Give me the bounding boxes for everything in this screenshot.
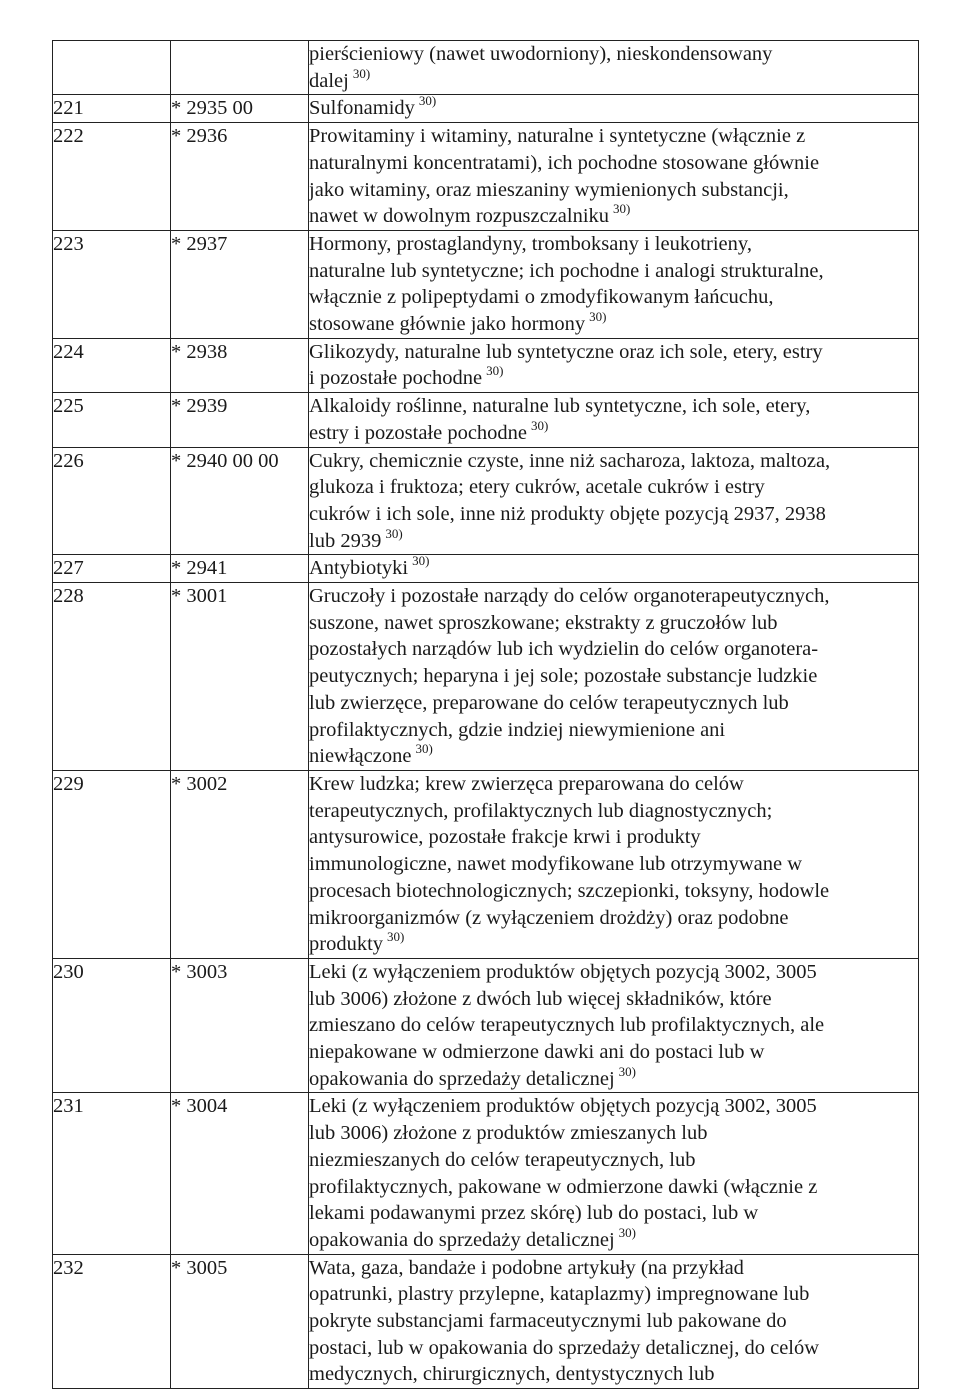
- description-text: Leki (z wyłączeniem produktów objętych pozycją 3002, 3005: [309, 960, 817, 983]
- description-line: [309, 743, 918, 770]
- description-text: zmieszano do celów terapeutycznych lub profilaktycznych, ale: [309, 1014, 825, 1037]
- cn-code: * 3004: [171, 1093, 309, 1254]
- goods-description: [309, 1093, 919, 1254]
- description-text: Sulfonamidy: [309, 97, 415, 120]
- description-text: peutycznych; heparyna i jej sole; pozostałe substancje ludzkie: [309, 665, 818, 688]
- description-line: [309, 1012, 918, 1039]
- description-text: niezmieszanych do celów terapeutycznych, lub: [309, 1148, 696, 1171]
- goods-description: [309, 770, 919, 958]
- footnote-marker: 30): [387, 929, 405, 945]
- description-line: [309, 878, 918, 905]
- cn-code: * 3003: [171, 958, 309, 1093]
- table-row: [53, 555, 919, 583]
- description-line: [309, 1174, 918, 1201]
- row-number: 230: [53, 958, 171, 1093]
- description-text: Antybiotyki: [309, 557, 409, 580]
- description-text: Cukry, chemicznie czyste, inne niż sacharoza, laktoza, maltoza,: [309, 449, 831, 472]
- description-text: nawet w dowolnym rozpuszczalniku: [309, 205, 610, 228]
- description-line: [309, 905, 918, 932]
- row-number: 228: [53, 583, 171, 771]
- footnote-marker: 30): [352, 65, 371, 81]
- footnote-marker: 30): [618, 1063, 636, 1079]
- description-text: produkty: [309, 933, 384, 956]
- footnote-marker: 30): [613, 201, 631, 217]
- description-text: Hormony, prostaglandyny, tromboksany i leukotrieny,: [309, 232, 752, 255]
- description-text: i pozostałe pochodne: [309, 367, 483, 390]
- goods-description: [309, 338, 919, 392]
- description-text: naturalnymi koncentratami), ich pochodne stosowane głównie: [309, 151, 820, 174]
- goods-description: [309, 555, 919, 583]
- description-text: lub zwierzęce, preparowane do celów terapeutycznych lub: [309, 691, 789, 714]
- description-text: opakowania do sprzedaży detalicznej: [309, 1067, 615, 1090]
- footnote-marker: 30): [531, 417, 549, 433]
- cn-code: * 2937: [171, 230, 309, 338]
- description-text: lub 3006) złożone z produktów zmieszanych lub: [309, 1122, 708, 1145]
- description-text: mikroorganizmów (z wyłączeniem drożdży) oraz podobne: [309, 906, 789, 929]
- description-line: [309, 555, 918, 582]
- description-line: [309, 417, 918, 447]
- cn-code: * 2936: [171, 123, 309, 231]
- description-text: stosowane głównie jako hormony: [309, 313, 586, 336]
- description-line: [309, 931, 918, 958]
- description-line: [309, 1224, 918, 1254]
- table-row: [53, 1093, 919, 1254]
- description-line: [309, 717, 918, 744]
- description-line: [309, 284, 918, 311]
- cn-code: * 3005: [171, 1254, 309, 1389]
- goods-description: [309, 1254, 919, 1389]
- goods-description: [309, 447, 919, 555]
- description-line: [309, 663, 918, 690]
- table-row: [53, 123, 919, 231]
- description-text: postaci, lub w opakowania do sprzedaży detalicznej, do celów: [309, 1336, 820, 1359]
- description-line: [309, 258, 918, 285]
- description-line: [309, 1093, 918, 1120]
- description-line: [309, 474, 918, 501]
- row-number: 225: [53, 393, 171, 447]
- description-line: [309, 798, 918, 825]
- description-text: pierścieniowy (nawet uwodorniony), nieskondensowany: [309, 43, 773, 65]
- description-line: [309, 1063, 918, 1093]
- description-line: [309, 986, 918, 1013]
- description-text: glukoza i fruktoza; etery cukrów, acetale cukrów i estry: [309, 476, 765, 499]
- goods-description: [309, 230, 919, 338]
- description-text: profilaktycznych, pakowane w odmierzone dawki (włącznie z: [309, 1175, 818, 1198]
- goods-description: [309, 123, 919, 231]
- row-number: 227: [53, 555, 171, 583]
- cn-code: * 2935 00: [171, 95, 309, 123]
- description-line: [309, 393, 918, 420]
- footnote-marker: 30): [418, 93, 437, 109]
- description-line: [309, 1361, 918, 1388]
- description-text: opatrunki, plastry przylepne, kataplazmy) impregnowane lub: [309, 1283, 810, 1306]
- description-text: lub 2939: [309, 529, 382, 552]
- description-line: [309, 959, 918, 986]
- description-text: medycznych, chirurgicznych, dentystycznych lub: [309, 1363, 715, 1386]
- description-line: [309, 1039, 918, 1066]
- table-row: [53, 393, 919, 447]
- description-text: opakowania do sprzedaży detalicznej: [309, 1228, 615, 1251]
- cn-code: * 3001: [171, 583, 309, 771]
- description-text: Alkaloidy roślinne, naturalne lub syntetyczne, ich sole, etery,: [309, 395, 811, 418]
- cn-code: [171, 41, 309, 95]
- row-number: [53, 41, 171, 95]
- description-line: [309, 311, 918, 338]
- description-line: [309, 123, 918, 150]
- cn-code: * 2940 00 00: [171, 447, 309, 555]
- description-text: cukrów i ich sole, inne niż produkty objęte pozycją 2937, 2938: [309, 502, 826, 525]
- goods-description: [309, 41, 919, 95]
- description-line: [309, 501, 918, 528]
- description-text: estry i pozostałe pochodne: [309, 421, 528, 444]
- footnote-marker: 30): [589, 309, 607, 325]
- description-line: [309, 771, 918, 798]
- description-line: [309, 851, 918, 878]
- description-text: naturalne lub syntetyczne; ich pochodne i analogi strukturalne,: [309, 259, 824, 282]
- row-number: 224: [53, 338, 171, 392]
- description-line: [309, 41, 918, 68]
- description-line: [309, 824, 918, 851]
- description-text: niepakowane w odmierzone dawki ani do postaci lub w: [309, 1041, 765, 1064]
- table-row: [53, 230, 919, 338]
- goods-description: [309, 958, 919, 1093]
- description-line: [309, 177, 918, 204]
- cn-code: * 3002: [171, 770, 309, 958]
- description-line: [309, 1120, 918, 1147]
- row-number: 221: [53, 95, 171, 123]
- description-line: [309, 1255, 918, 1282]
- description-text: Wata, gaza, bandaże i podobne artykuły (na przykład: [309, 1256, 744, 1279]
- description-text: pokryte substancjami farmaceutycznymi lub pakowane do: [309, 1310, 787, 1333]
- description-line: [309, 1281, 918, 1308]
- description-line: [309, 1308, 918, 1335]
- description-line: [309, 365, 918, 392]
- description-line: [309, 65, 918, 95]
- footnote-marker: 30): [486, 363, 504, 379]
- cn-code: * 2938: [171, 338, 309, 392]
- description-text: suszone, nawet sproszkowane; ekstrakty z gruczołów lub: [309, 611, 778, 634]
- table-row: [53, 583, 919, 771]
- description-line: [309, 610, 918, 637]
- table-row: [53, 770, 919, 958]
- table-row: [53, 447, 919, 555]
- table-row: [53, 95, 919, 123]
- goods-description: [309, 583, 919, 771]
- row-number: 223: [53, 230, 171, 338]
- description-line: [309, 636, 918, 663]
- description-text: Glikozydy, naturalne lub syntetyczne oraz ich sole, etery, estry: [309, 340, 823, 363]
- tariff-table: [52, 40, 919, 1389]
- table-row: [53, 338, 919, 392]
- cn-code: * 2939: [171, 393, 309, 447]
- row-number: 229: [53, 770, 171, 958]
- table-row: [53, 958, 919, 1093]
- description-text: terapeutycznych, profilaktycznych lub diagnostycznych;: [309, 799, 773, 822]
- description-line: [309, 690, 918, 717]
- description-text: Prowitaminy i witaminy, naturalne i syntetyczne (włącznie z: [309, 125, 806, 148]
- table-body: [53, 41, 919, 1389]
- description-text: niewłączone: [309, 745, 412, 768]
- description-text: dalej: [309, 69, 349, 92]
- description-text: Leki (z wyłączeniem produktów objętych pozycją 3002, 3005: [309, 1095, 817, 1118]
- description-line: [309, 150, 918, 177]
- description-text: antysurowice, pozostałe frakcje krwi i produkty: [309, 826, 701, 849]
- description-line: [309, 231, 918, 258]
- description-text: immunologiczne, nawet modyfikowane lub otrzymywane w: [309, 853, 803, 876]
- description-text: włącznie z polipeptydami o zmodyfikowanym łańcuchu,: [309, 286, 774, 309]
- description-text: Krew ludzka; krew zwierzęca preparowana do celów: [309, 772, 744, 795]
- row-number: 231: [53, 1093, 171, 1254]
- description-text: procesach biotechnologicznych; szczepionki, toksyny, hodowle: [309, 879, 830, 902]
- row-number: 222: [53, 123, 171, 231]
- description-line: [309, 583, 918, 610]
- description-text: profilaktycznych, gdzie indziej niewymienione ani: [309, 718, 726, 741]
- description-text: jako witaminy, oraz mieszaniny wymienionych substancji,: [309, 178, 789, 201]
- description-text: lub 3006) złożone z dwóch lub więcej składników, które: [309, 987, 772, 1010]
- description-text: pozostałych narządów lub ich wydzielin do celów organotera-: [309, 638, 819, 661]
- cn-code: * 2941: [171, 555, 309, 583]
- goods-description: [309, 393, 919, 447]
- footnote-marker: 30): [412, 553, 430, 569]
- description-line: [309, 1147, 918, 1174]
- table-row: [53, 1254, 919, 1389]
- description-line: [309, 203, 918, 230]
- footnote-marker: 30): [415, 741, 433, 757]
- description-text: lekami podawanymi przez skórę) lub do postaci, lub w: [309, 1202, 759, 1225]
- description-line: [309, 1200, 918, 1227]
- goods-description: [309, 95, 919, 123]
- footnote-marker: 30): [385, 525, 403, 541]
- description-text: Gruczoły i pozostałe narządy do celów organoterapeutycznych,: [309, 585, 830, 608]
- table-row: [53, 41, 919, 95]
- description-line: [309, 525, 918, 555]
- row-number: 226: [53, 447, 171, 555]
- description-line: [309, 1335, 918, 1362]
- description-line: [309, 339, 918, 366]
- footnote-marker: 30): [618, 1224, 636, 1240]
- row-number: 232: [53, 1254, 171, 1389]
- description-line: [309, 95, 918, 122]
- description-line: [309, 448, 918, 475]
